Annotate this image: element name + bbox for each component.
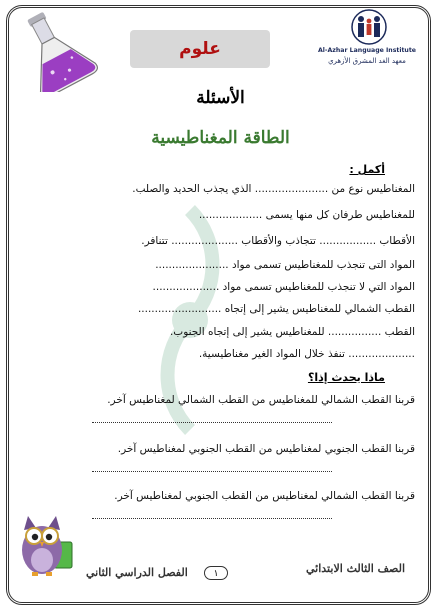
page-number: ١: [204, 566, 228, 580]
term-label: الفصل الدراسي الثاني: [86, 566, 188, 579]
answer-line-1: [92, 414, 332, 423]
what-happens-item-2: قربنا القطب الجنوبي لمغناطيس من القطب الجنوبي لمغناطيس آخر.: [117, 443, 415, 455]
complete-item-1: المغناطيس نوع من ...................... الذي يجذب الحديد والصلب.: [132, 183, 415, 195]
complete-item-4: المواد التى تنجذب للمغناطيس تسمى مواد ......................: [155, 259, 415, 271]
subject-text: علوم: [179, 39, 221, 59]
complete-item-8: .................... تنفذ خلال المواد الغير مغناطيسية.: [198, 348, 415, 360]
what-happens-heading: ماذا يحدث إذا؟: [307, 371, 385, 384]
what-happens-item-3: قربنا القطب الشمالي لمغناطيس من القطب الجنوبي لمغناطيس آخر.: [114, 490, 415, 502]
subject-label: [130, 30, 270, 68]
complete-item-3: الأقطاب ................. تتجاذب والأقطاب .................... تتنافر.: [141, 235, 415, 247]
complete-heading: أكمل :: [349, 163, 385, 176]
complete-item-7: القطب ................ للمغناطيس يشير إلى إتجاه الجنوب.: [169, 326, 415, 338]
family-logo-icon: [346, 8, 392, 46]
grade-label: الصف الثالث الابتدائي: [306, 562, 405, 575]
page-title: الأسئلة: [196, 88, 245, 108]
what-happens-item-1: قربنا القطب الشمالي للمغناطيس من القطب الشمالي لمغناطيس آخر.: [107, 394, 415, 406]
answer-line-2: [92, 463, 332, 472]
owl-icon: [14, 508, 80, 582]
institute-name-en: Al-Azhar Language Institute: [318, 47, 416, 54]
answer-line-3: [92, 510, 332, 519]
complete-item-2: للمغناطيس طرفان كل منها يسمى ...................: [198, 209, 415, 221]
lesson-title: الطاقة المغناطيسية: [151, 128, 290, 148]
institute-logo: [308, 6, 426, 76]
flask-icon: [12, 8, 102, 92]
complete-item-5: المواد التي لا تنجذب للمغناطيس تسمى مواد ....................: [152, 281, 415, 293]
institute-name-ar: معهد الغد المشرق الأزهري: [328, 57, 406, 65]
complete-item-6: القطب الشمالي للمغناطيس يشير إلى إتجاه .........................: [137, 303, 415, 315]
